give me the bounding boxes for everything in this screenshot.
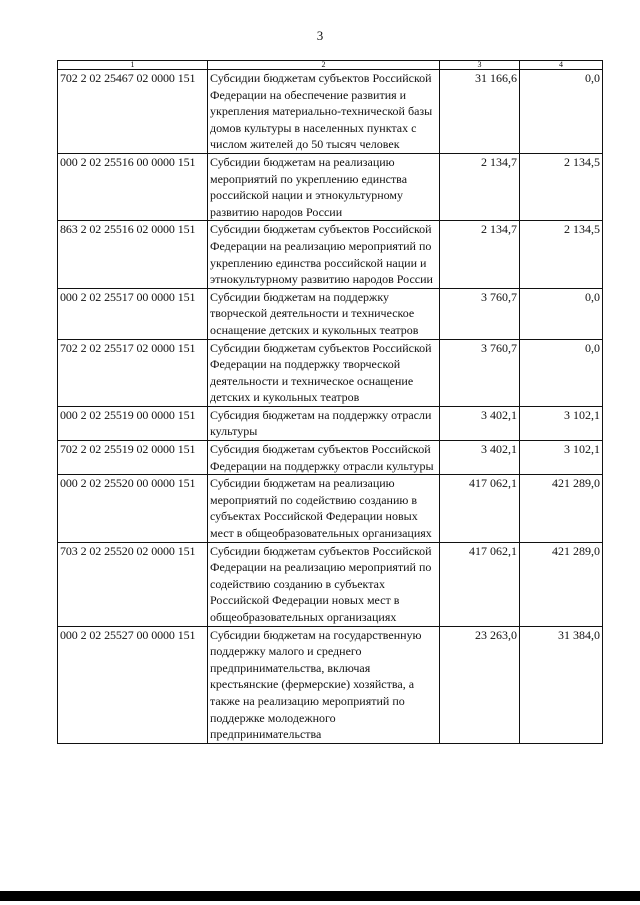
- amount-col-3: 417 062,1: [440, 542, 520, 626]
- budget-code: 702 2 02 25517 02 0000 151: [58, 339, 208, 406]
- amount-col-3: 3 402,1: [440, 441, 520, 475]
- table-row: [58, 542, 603, 626]
- table-row: [58, 406, 603, 440]
- amount-col-3: 31 166,6: [440, 70, 520, 154]
- table-row: [58, 626, 603, 743]
- table-row: [58, 153, 603, 220]
- row-description: Субсидии бюджетам на государственную поддержку малого и среднего предпринимательства, включая крестьянские (фермерские) хозяйства, а также на реализацию мероприятий по поддержке молодежного предпринимательства: [208, 626, 440, 743]
- header-row: [58, 61, 603, 70]
- amount-col-3: 2 134,7: [440, 153, 520, 220]
- amount-col-4: 0,0: [520, 288, 603, 339]
- column-header-4: 4: [520, 61, 603, 70]
- amount-col-3: 23 263,0: [440, 626, 520, 743]
- row-description: Субсидии бюджетам субъектов Российской Федерации на реализацию мероприятий по содействию созданию в субъектах Российской Федерации новых мест в общеобразовательных организациях: [208, 542, 440, 626]
- amount-col-4: 421 289,0: [520, 475, 603, 542]
- amount-col-3: 3 760,7: [440, 339, 520, 406]
- budget-code: 000 2 02 25527 00 0000 151: [58, 626, 208, 743]
- row-description: Субсидии бюджетам субъектов Российской Федерации на поддержку творческой деятельности и техническое оснащение детских и кукольных театров: [208, 339, 440, 406]
- amount-col-4: 3 102,1: [520, 406, 603, 440]
- amount-col-4: 0,0: [520, 339, 603, 406]
- amount-col-4: 3 102,1: [520, 441, 603, 475]
- page-number: 3: [316, 28, 324, 43]
- amount-col-3: 2 134,7: [440, 221, 520, 288]
- table-row: [58, 441, 603, 475]
- budget-code: 703 2 02 25520 02 0000 151: [58, 542, 208, 626]
- budget-code: 000 2 02 25516 00 0000 151: [58, 153, 208, 220]
- row-description: Субсидии бюджетам на реализацию мероприятий по укреплению единства российской нации и этнокультурному развитию народов России: [208, 153, 440, 220]
- table-row: [58, 70, 603, 154]
- budget-code: 000 2 02 25517 00 0000 151: [58, 288, 208, 339]
- budget-code: 000 2 02 25519 00 0000 151: [58, 406, 208, 440]
- row-description: Субсидии бюджетам субъектов Российской Федерации на реализацию мероприятий по укреплению единства российской нации и этнокультурному развитию народов России: [208, 221, 440, 288]
- amount-col-4: 0,0: [520, 70, 603, 154]
- row-description: Субсидии бюджетам субъектов Российской Федерации на обеспечение развития и укрепления материально-технической базы домов культуры в населенных пунктах с числом жителей до 50 тысяч человек: [208, 70, 440, 154]
- column-header-2: 2: [208, 61, 440, 70]
- budget-code: 702 2 02 25467 02 0000 151: [58, 70, 208, 154]
- amount-col-3: 3 760,7: [440, 288, 520, 339]
- column-header-3: 3: [440, 61, 520, 70]
- amount-col-4: 421 289,0: [520, 542, 603, 626]
- amount-col-4: 31 384,0: [520, 626, 603, 743]
- table-row: [58, 339, 603, 406]
- table-row: [58, 221, 603, 288]
- amount-col-4: 2 134,5: [520, 221, 603, 288]
- budget-table: [57, 60, 603, 744]
- table-body: [58, 70, 603, 744]
- budget-code: 000 2 02 25520 00 0000 151: [58, 475, 208, 542]
- table-row: [58, 475, 603, 542]
- row-description: Субсидия бюджетам субъектов Российской Федерации на поддержку отрасли культуры: [208, 441, 440, 475]
- amount-col-3: 3 402,1: [440, 406, 520, 440]
- scan-edge-bar: [0, 891, 640, 901]
- budget-code: 863 2 02 25516 02 0000 151: [58, 221, 208, 288]
- table-row: [58, 288, 603, 339]
- row-description: Субсидии бюджетам на реализацию мероприятий по содействию созданию в субъектах Российской Федерации новых мест в общеобразовательных организациях: [208, 475, 440, 542]
- budget-code: 702 2 02 25519 02 0000 151: [58, 441, 208, 475]
- row-description: Субсидия бюджетам на поддержку отрасли культуры: [208, 406, 440, 440]
- table-header: [58, 61, 603, 70]
- amount-col-4: 2 134,5: [520, 153, 603, 220]
- column-header-1: 1: [58, 61, 208, 70]
- row-description: Субсидии бюджетам на поддержку творческой деятельности и техническое оснащение детских и кукольных театров: [208, 288, 440, 339]
- amount-col-3: 417 062,1: [440, 475, 520, 542]
